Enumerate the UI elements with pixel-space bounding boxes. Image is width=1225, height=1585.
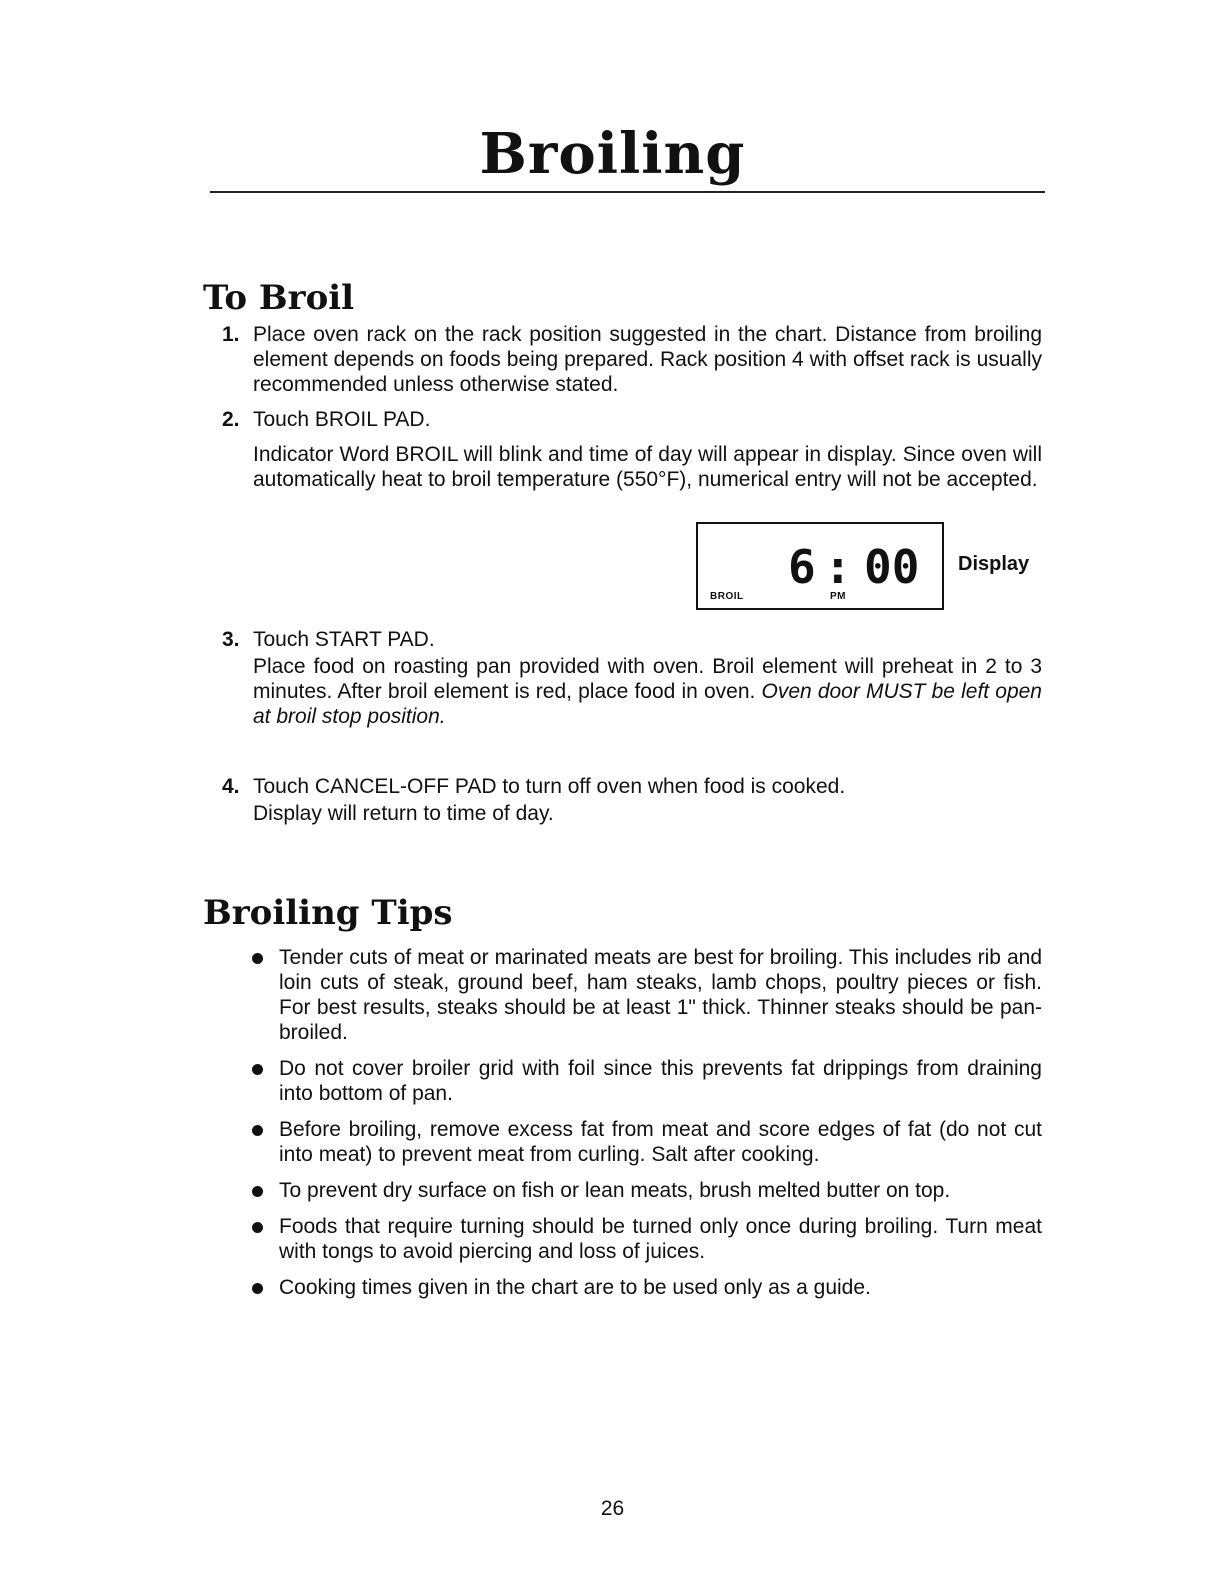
step-2 (222, 407, 1042, 492)
step-number: 3. (222, 628, 240, 651)
section-heading-to-broil: To Broil (203, 278, 355, 318)
step-detail (253, 654, 1042, 729)
oven-display (696, 522, 944, 610)
tip-text: Do not cover broiler grid with foil since this prevents fat drippings from draining into bottom of pan. (279, 1057, 1042, 1105)
bullet-icon (252, 1125, 263, 1136)
tip-text: Foods that require turning should be turned only once during broiling. Turn meat with tongs to avoid piercing and loss of juices. (279, 1215, 1042, 1263)
step-3 (222, 627, 1042, 729)
display-pm-indicator: PM (830, 591, 846, 602)
tip-text: To prevent dry surface on fish or lean meats, brush melted butter on top. (279, 1179, 951, 1202)
display-hour: 6 (788, 540, 816, 594)
display-minutes: 00 (864, 540, 920, 594)
step-number: 1. (222, 323, 240, 346)
step-number: 2. (222, 408, 240, 431)
bullet-icon (252, 1186, 263, 1197)
step-detail-text: Place food on roasting pan provided with oven. Broil element will preheat in 2 to 3 minutes. After broil element is red, place food in oven. (253, 655, 1042, 703)
list-item (252, 1275, 1042, 1300)
bullet-icon (252, 1222, 263, 1233)
section-heading-broiling-tips: Broiling Tips (203, 893, 453, 933)
bullet-icon (252, 953, 263, 964)
step-text: Touch START PAD. (253, 628, 435, 651)
tip-text: Before broiling, remove excess fat from meat and score edges of fat (do not cut into meat) to prevent meat from curling. Salt after cooking. (279, 1118, 1042, 1166)
step-1 (222, 322, 1042, 397)
step-text: Place oven rack on the rack position suggested in the chart. Distance from broiling element depends on foods being prepared. Rack position 4 with offset rack is usually recommended unless otherwise stated. (253, 323, 1042, 396)
step-text: Touch CANCEL-OFF PAD to turn off oven when food is cooked. (253, 775, 846, 798)
list-item (252, 1214, 1042, 1264)
step-detail-emphasis: Oven door MUST be left open at broil stop position. (253, 680, 1042, 728)
title-divider (210, 191, 1045, 193)
step-4 (222, 774, 1042, 826)
page-number: 26 (600, 1497, 625, 1520)
list-item (252, 1117, 1042, 1167)
list-item (252, 1178, 1042, 1203)
list-item (252, 1056, 1042, 1106)
bullet-icon (252, 1283, 263, 1294)
page-title: Broiling (479, 121, 746, 187)
bullet-icon (252, 1064, 263, 1075)
display-broil-indicator: BROIL (710, 591, 744, 602)
step-detail: Display will return to time of day. (253, 802, 554, 825)
step-detail: Indicator Word BROIL will blink and time of day will appear in display. Since oven will automatically heat to broil temperature (550°F), numerical entry will not be accepted. (253, 443, 1042, 491)
tips-list (252, 945, 1042, 1311)
step-number: 4. (222, 775, 240, 798)
tip-text: Cooking times given in the chart are to be used only as a guide. (279, 1276, 871, 1299)
tip-text: Tender cuts of meat or marinated meats are best for broiling. This includes rib and loin cuts of steak, ground beef, ham steaks, lamb chops, poultry pieces or fish. For best results, steaks should be at least 1" thick. Thinner steaks should be pan-broiled. (279, 946, 1042, 1044)
display-caption: Display (958, 553, 1030, 575)
list-item (252, 945, 1042, 1045)
display-colon: : (824, 540, 852, 594)
step-text: Touch BROIL PAD. (253, 408, 431, 431)
